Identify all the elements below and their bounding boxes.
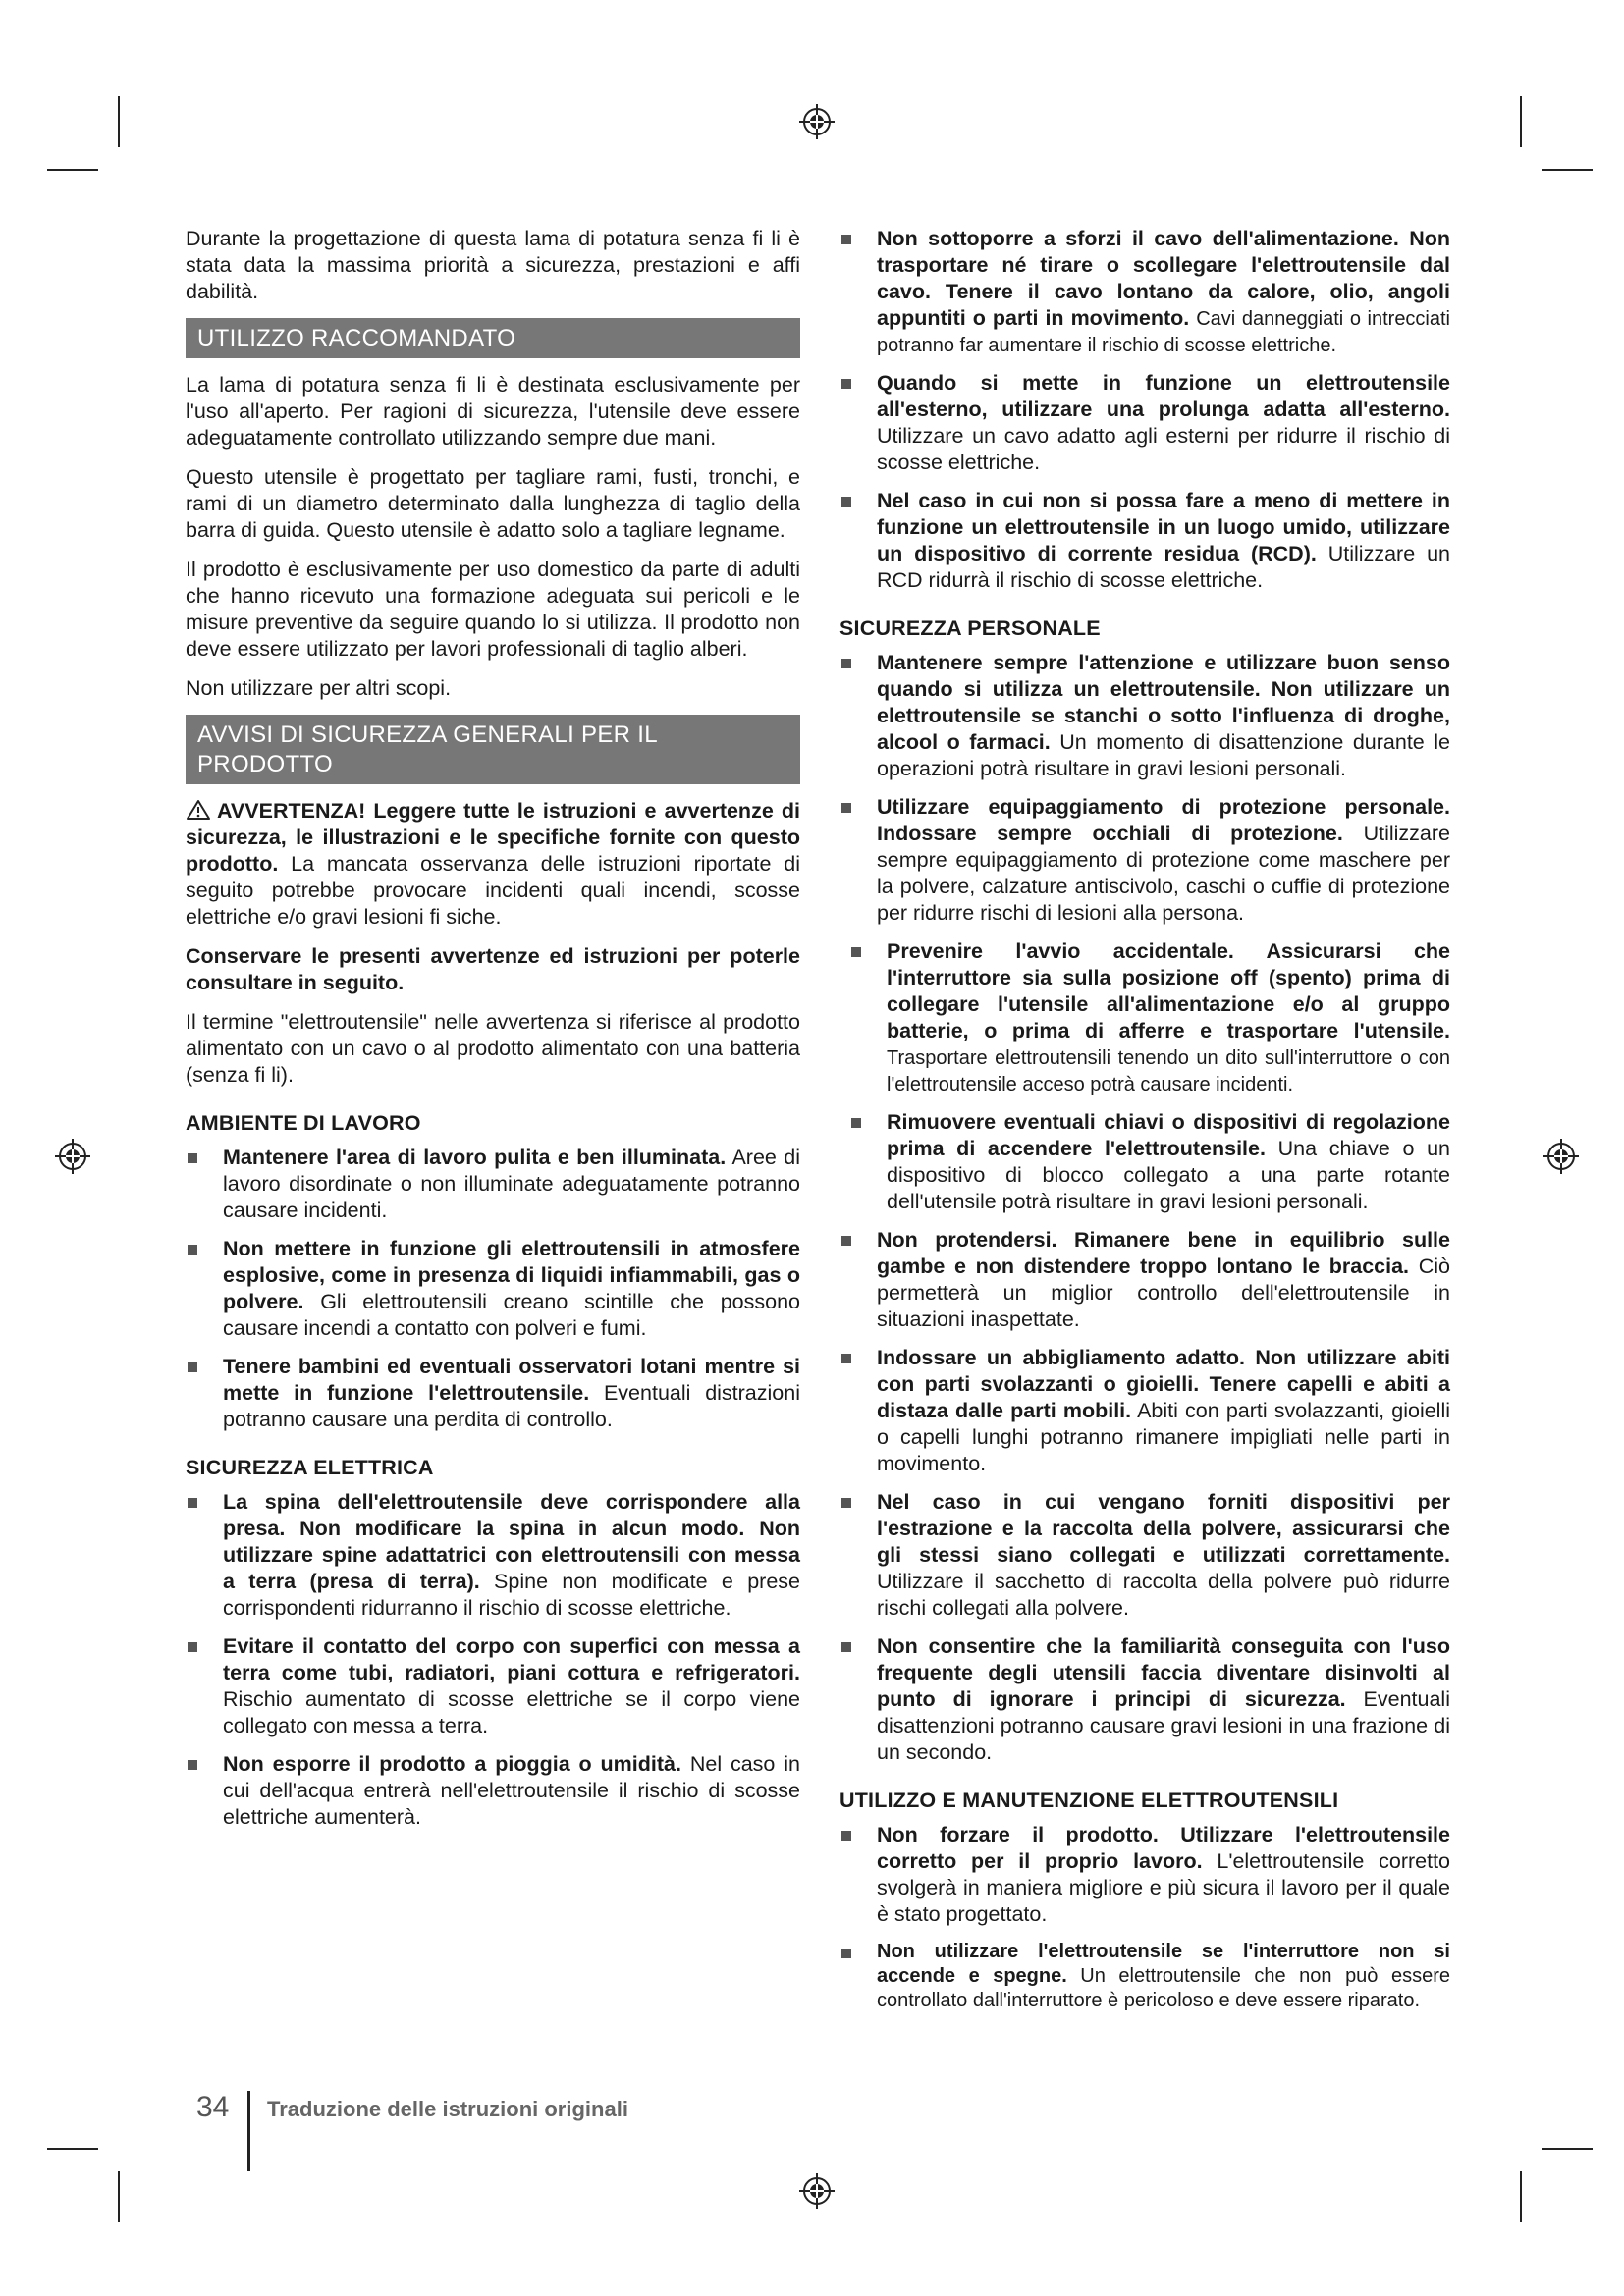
list-item-text: Un momento di disattenzione durante le operazioni potrà risultare in gravi lesioni personali.: [877, 730, 1451, 780]
list-item: [839, 794, 1450, 927]
paragraph: Non utilizzare per altri scopi.: [186, 676, 452, 700]
bullet-icon: [188, 1760, 197, 1770]
list-item: [839, 1345, 1450, 1477]
list-elettrica: [186, 1489, 800, 1831]
list-item: [186, 1751, 800, 1831]
list-item-bold: Quando si mette in funzione un elettroutensile all'esterno, utilizzare una prolunga adatta all'esterno.: [877, 371, 1450, 421]
list-elettrica-cont: [839, 226, 1450, 594]
paragraph: Il prodotto è esclusivamente per uso domestico da parte di adulti che hanno ricevuto una formazione adeguata sui pericoli e le misure preventive da seguire quando lo si utilizza. Il prodotto non deve essere utilizzato per lavori professionali di taglio alberi.: [186, 558, 800, 661]
list-item: [839, 370, 1450, 476]
list-item-text: Eventuali disattenzioni potranno causare gravi lesioni in una frazione di un secondo.: [877, 1687, 1450, 1764]
crop-mark: [1520, 2171, 1522, 2222]
list-item-text: Nel caso in cui dell'acqua entrerà nell'elettroutensile il rischio di scosse elettriche aumenterà.: [223, 1752, 800, 1829]
subheading-manutenzione: UTILIZZO E MANUTENZIONE ELETTROUTENSILI: [839, 1789, 1339, 1812]
crop-mark: [118, 2171, 120, 2222]
list-item: [839, 1489, 1450, 1622]
list-item-bold: Non utilizzare l'elettroutensile se l'interruttore non si accende e spegne.: [877, 1941, 1450, 1987]
list-item-bold: Utilizzare equipaggiamento di protezione personale. Indossare sempre occhiali di protezione.: [877, 795, 1450, 845]
bullet-icon: [841, 1236, 851, 1246]
paragraph: La lama di potatura senza fi li è destinata esclusivamente per l'uso all'aperto. Per ragioni di sicurezza, l'utensile deve essere adeguatamente controllato utilizzando sempre due mani.: [186, 373, 800, 450]
list-item-bold: Indossare un abbigliamento adatto. Non utilizzare abiti con parti svolazzanti o gioielli. Tenere capelli e abiti a distaza dalle parti mobili.: [877, 1346, 1450, 1422]
crop-mark: [1542, 169, 1593, 171]
bullet-icon: [188, 1153, 197, 1163]
warning-bold-text: AVVERTENZA! Leggere tutte le istruzioni e avvertenze di sicurezza, le illustrazioni e le specifiche fornite con questo prodotto.: [186, 799, 800, 876]
list-item: [186, 1236, 800, 1342]
registration-mark-icon: [797, 102, 837, 141]
warning-text: La mancata osservanza delle istruzioni riportate di seguito potrebbe provocare incidenti quali incendi, scosse elettriche e/o gravi lesioni fi siche.: [186, 852, 801, 929]
list-item: [839, 938, 1450, 1097]
list-item-bold: Tenere bambini ed eventuali osservatori lotani mentre si mette in funzione l'elettroutensile.: [223, 1355, 800, 1405]
list-item: [186, 1354, 800, 1433]
bullet-icon: [188, 1498, 197, 1508]
bullet-icon: [841, 1949, 851, 1958]
list-item: [839, 1109, 1450, 1215]
intro-paragraph: Durante la progettazione di questa lama di potatura senza fi li è stata data la massima priorità a sicurezza, prestazioni e affi dabilità.: [186, 227, 800, 303]
bullet-icon: [188, 1362, 197, 1372]
list-item-text: Utilizzare sempre equipaggiamento di protezione come maschere per la polvere, calzature antiscivolo, caschi o cuffie di protezione per ridurre rischi di lesioni alla persona.: [877, 822, 1450, 925]
list-item: [186, 1145, 800, 1224]
list-item-bold: Mantenere sempre l'attenzione e utilizzare buon senso quando si utilizza un elettroutensile. Non utilizzare un elettroutensile se stanchi o sotto l'influenza di droghe, alcool o farmaci.: [877, 651, 1450, 754]
list-item: [839, 650, 1450, 782]
list-item-bold: Non consentire che la familiarità conseguita con l'uso frequente degli utensili faccia diventare disinvolti al punto di ignorare i principi di sicurezza.: [877, 1634, 1450, 1711]
registration-mark-icon: [53, 1137, 92, 1176]
bullet-icon: [841, 235, 851, 244]
registration-mark-icon: [1542, 1137, 1581, 1176]
bullet-icon: [841, 379, 851, 389]
list-item-bold: Non protendersi. Rimanere bene in equilibrio sulle gambe e non distendere troppo lontano le braccia.: [877, 1228, 1450, 1278]
list-item-bold: Rimuovere eventuali chiavi o dispositivi di regolazione prima di accendere l'elettroutensile.: [887, 1110, 1450, 1160]
bullet-icon: [841, 497, 851, 507]
list-manutenzione: [839, 1822, 1450, 2013]
bullet-icon: [841, 1498, 851, 1508]
bullet-icon: [188, 1245, 197, 1255]
list-item-bold: Nel caso in cui non si possa fare a meno di mettere in funzione un elettroutensile in un luogo umido, utilizzare un dispositivo di corrente residua (RCD).: [877, 489, 1450, 565]
list-item: [839, 488, 1450, 594]
subheading-elettrica: SICUREZZA ELETTRICA: [186, 1456, 434, 1479]
crop-mark: [47, 169, 98, 171]
bullet-icon: [841, 1354, 851, 1363]
footer-divider: [247, 2091, 250, 2171]
list-item-bold: Mantenere l'area di lavoro pulita e ben illuminata.: [223, 1146, 727, 1169]
list-item-bold: Prevenire l'avvio accidentale. Assicurarsi che l'interruttore sia sulla posizione off (spento) prima di collegare l'utensile all'alimentazione e/o al gruppo batterie, o prima di afferre e trasportare l'utensile.: [887, 939, 1450, 1042]
bullet-icon: [841, 803, 851, 813]
list-item-bold: Non mettere in funzione gli elettroutensili in atmosfere esplosive, come in presenza di liquidi infiammabili, gas o polvere.: [223, 1237, 800, 1313]
bullet-icon: [851, 1118, 861, 1128]
section-heading-avvisi: AVVISI DI SICUREZZA GENERALI PER IL PRODOTTO: [186, 715, 800, 784]
list-item-text: Spine non modificate e prese corrispondenti ridurranno il rischio di scosse elettriche.: [223, 1570, 800, 1620]
list-item-text: Cavi danneggiati o intrecciati potranno far aumentare il rischio di scosse elettriche.: [877, 308, 1451, 356]
crop-mark: [1542, 2148, 1593, 2150]
list-item-text: Eventuali distrazioni potranno causare una perdita di controllo.: [223, 1381, 800, 1431]
list-item-text: Un elettroutensile che non può essere controllato dall'interruttore è pericoloso e deve essere riparato.: [877, 1965, 1450, 2011]
bullet-icon: [851, 947, 861, 957]
list-item: [839, 226, 1450, 358]
registration-mark-icon: [797, 2171, 837, 2211]
list-item: [839, 1822, 1450, 1928]
list-personale: [839, 650, 1450, 1766]
conserve-paragraph: Conservare le presenti avvertenze ed istruzioni per poterle consultare in seguito.: [186, 944, 800, 994]
warning-triangle-icon: [186, 799, 211, 821]
list-item-bold: Evitare il contatto del corpo con superfici con messa a terra come tubi, radiatori, piani cottura e refrigeratori.: [223, 1634, 800, 1684]
crop-mark: [118, 96, 120, 147]
section-heading-utilizzo: UTILIZZO RACCOMANDATO: [186, 318, 800, 358]
list-item-text: Trasportare elettroutensili tenendo un dito sull'interruttore o con l'elettroutensile acceso potrà causare incidenti.: [887, 1047, 1450, 1095]
list-item-text: Aree di lavoro disordinate o non illuminate adeguatamente potranno causare incidenti.: [223, 1146, 800, 1222]
list-item-text: Utilizzare il sacchetto di raccolta della polvere può ridurre rischi collegati alla polvere.: [877, 1570, 1450, 1620]
list-item-text: Abiti con parti svolazzanti, gioielli o capelli lunghi potranno rimanere impigliati nelle parti in movimento.: [877, 1399, 1451, 1475]
crop-mark: [47, 2148, 98, 2150]
list-item-text: L'elettroutensile corretto svolgerà in maniera migliore e più sicura il lavoro per il quale è stato progettato.: [877, 1849, 1451, 1926]
list-item-text: Utilizzare un RCD ridurrà il rischio di scosse elettriche.: [877, 542, 1450, 592]
right-column: [839, 226, 1450, 2025]
list-item: [186, 1633, 800, 1739]
list-item-bold: Non forzare il prodotto. Utilizzare l'elettroutensile corretto per il proprio lavoro.: [877, 1823, 1450, 1873]
list-item-text: Utilizzare un cavo adatto agli esterni per ridurre il rischio di scosse elettriche.: [877, 424, 1450, 474]
bullet-icon: [841, 659, 851, 668]
left-column: [186, 226, 800, 1842]
list-item-bold: Nel caso in cui vengano forniti dispositivi per l'estrazione e la raccolta della polvere, assicurarsi che gli stessi siano collegati e utilizzati correttamente.: [877, 1490, 1450, 1567]
list-item-bold: Non esporre il prodotto a pioggia o umidità.: [223, 1752, 681, 1776]
list-item: [186, 1489, 800, 1622]
subheading-ambiente: AMBIENTE DI LAVORO: [186, 1111, 421, 1135]
list-ambiente: [186, 1145, 800, 1433]
list-item-text: Rischio aumentato di scosse elettriche se il corpo viene collegato con messa a terra.: [223, 1687, 800, 1737]
list-item-text: Una chiave o un dispositivo di blocco collegato a una parte rotante dell'utensile potrà risultare in gravi lesioni personali.: [887, 1137, 1450, 1213]
list-item-bold: Non sottoporre a sforzi il cavo dell'alimentazione. Non trasportare né tirare o scollegare l'elettroutensile dal cavo. Tenere il cavo lontano da calore, olio, angoli appuntiti o parti in movimento.: [877, 227, 1450, 330]
list-item-bold: La spina dell'elettroutensile deve corrispondere alla presa. Non modificare la spina in alcun modo. Non utilizzare spine adattatrici con elettroutensili con messa a terra (presa di terra).: [223, 1490, 800, 1593]
bullet-icon: [841, 1642, 851, 1652]
subheading-personale: SICUREZZA PERSONALE: [839, 616, 1101, 640]
paragraph: Questo utensile è progettato per tagliare rami, fusti, tronchi, e rami di un diametro determinato dalla lunghezza di taglio della barra di guida. Questo utensile è adatto solo a tagliare legname.: [186, 465, 800, 542]
list-item: [839, 1940, 1450, 2013]
list-item: [839, 1633, 1450, 1766]
list-item-text: Ciò permetterà un miglior controllo dell'elettroutensile in situazioni inaspettate.: [877, 1255, 1450, 1331]
bullet-icon: [841, 1831, 851, 1841]
warning-paragraph: [186, 798, 800, 931]
list-item: [839, 1227, 1450, 1333]
page-number: 34: [196, 2091, 230, 2123]
list-item-text: Gli elettroutensili creano scintille che possono causare incendi a contatto con polveri e fumi.: [223, 1290, 800, 1340]
termine-paragraph: Il termine "elettroutensile" nelle avvertenza si riferisce al prodotto alimentato con un cavo o al prodotto alimentato con una batteria (senza fi li).: [186, 1010, 800, 1087]
bullet-icon: [188, 1642, 197, 1652]
footer-text: Traduzione delle istruzioni originali: [267, 2097, 628, 2121]
crop-mark: [1520, 96, 1522, 147]
